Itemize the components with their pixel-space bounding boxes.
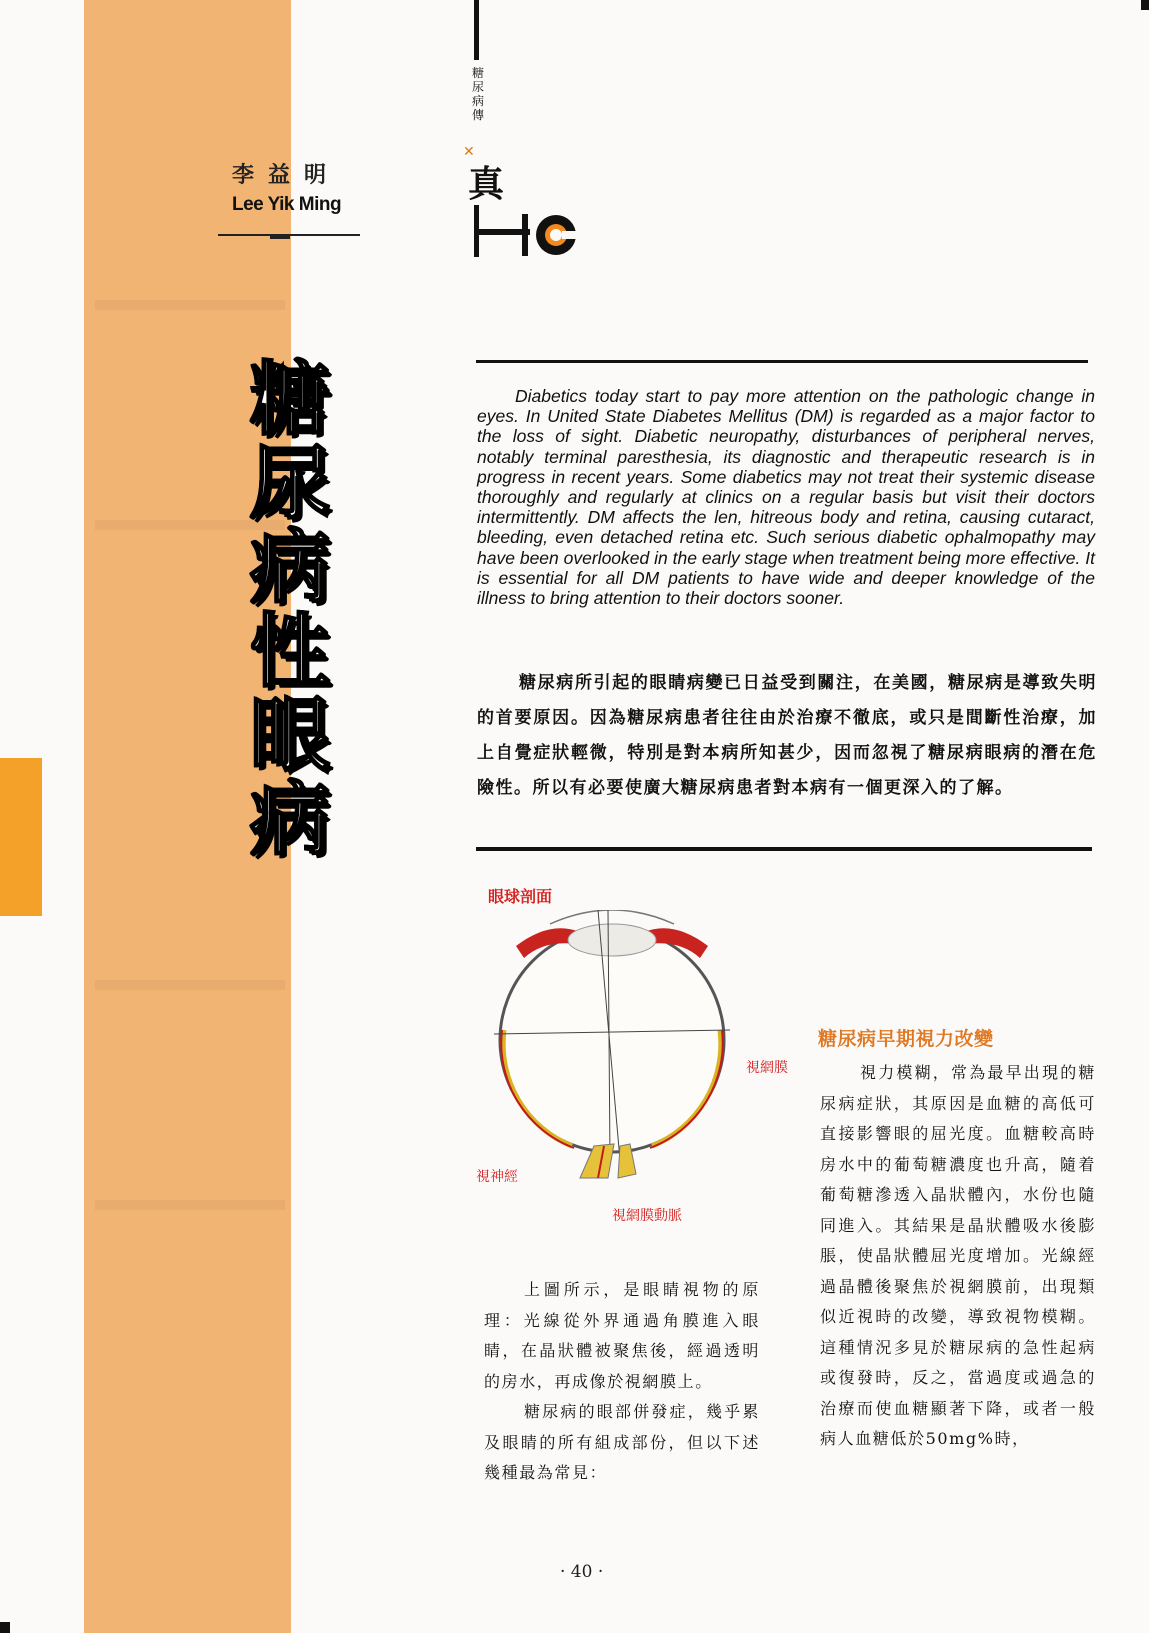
author-name-english: Lee Yik Ming [232,194,342,215]
crop-mark [0,1622,10,1633]
title-char: 病 [250,773,330,866]
column-logo-big-char: 真 [468,164,505,205]
author-name-chinese: 李益明 [232,163,341,188]
article-title [240,353,340,866]
title-char: 尿 [250,437,330,530]
bleed-through-line [95,980,285,990]
bleed-through-line [95,1200,285,1210]
chinese-intro: 糖尿病所引起的眼睛病變已日益受到關注，在美國，糖尿病是導致失明的首要原因。因為糖尿病患者往往由於治療不徹底，或只是間斷性治療，加上自覺症狀輕微，特別是對本病所知甚少，因而忽視了糖尿病眼病的潛在危險性。所以有必要使廣大糖尿病患者對本病有一個更深入的了解。 [477,673,1097,798]
bleed-through-line [95,300,285,310]
label-optic-nerve: 視神經 [476,1169,518,1185]
section-body: 視力模糊，常為最早出現的糖尿病症狀，其原因是血糖的高低可直接影響眼的屈光度。血糖較高時房水中的葡萄糖濃度也升高，隨着葡萄糖滲透入晶狀體內，水份也隨同進入。其結果是晶狀體吸水後膨脹，使晶狀體屈光度增加。光線經過晶體後聚焦於視網膜前，出現類似近視時的改變，導致視物模糊。這種情況多見於糖尿病的急性起病或復發時，反之，當過度或過急的治療而使血糖顯著下降，或者一般病人血糖低於50mg%時， [820,1063,1096,1448]
top-rule [476,360,1088,363]
diagram-title: 眼球剖面 [488,887,553,906]
page-number: · 40 · [560,1562,604,1582]
section-title: 糖尿病早期視力改變 [818,1028,994,1050]
logo-x-mark: ✕ [463,144,475,160]
crop-mark [1141,0,1149,10]
orange-edge-tab [0,758,42,916]
title-char: 性 [250,605,330,698]
title-char: 糖 [250,353,330,446]
section-rule [476,847,1092,851]
author-divider-tick [270,234,290,239]
english-abstract: Diabetics today start to pay more attention on the pathologic change in eyes. In United State Diabetes Mellitus (DM) is regarded as a major factor to the loss of sight. Diabetic neuropathy, disturbances of peripheral nerves, notably terminal paresthesia, its diagnostic and therapeutic research is in progress in recent years. Some diabetics may not treat their systemic disease thoroughly and regularly at clinics on a regular basis but visit their doctors intermittently. DM affects the len, hitreous body and retina, causing cutaract, bleeding, even detached retina etc. Such serious diabetic ophalmopathy may have been overlooked in the early stage when treatment being more effective. It is essential for all DM patients to have wide and deeper knowledge of the illness to bring attention to their doctors sooner. [477,386,1095,609]
column-logo-vertical-text: 糖 尿 病 傳 [472,66,485,122]
hc-logo-icon [476,210,596,262]
label-retinal-artery: 視網膜動脈 [612,1208,682,1224]
title-char: 病 [250,521,330,614]
body-left-paragraph: 上圖所示，是眼睛視物的原理：光線從外界通過角膜進入眼睛，在晶狀體被聚焦後，經過透明的房水，再成像於視網膜上。 [484,1280,760,1391]
body-left-paragraph: 糖尿病的眼部併發症，幾乎累及眼睛的所有組成部份，但以下述幾種最為常見： [484,1402,760,1482]
label-retina: 視網膜 [746,1060,788,1076]
eyeball-cross-section-diagram [480,910,760,1200]
title-char: 眼 [250,689,330,782]
body-left-column [484,1275,760,1489]
logo-bar-top [474,0,479,60]
